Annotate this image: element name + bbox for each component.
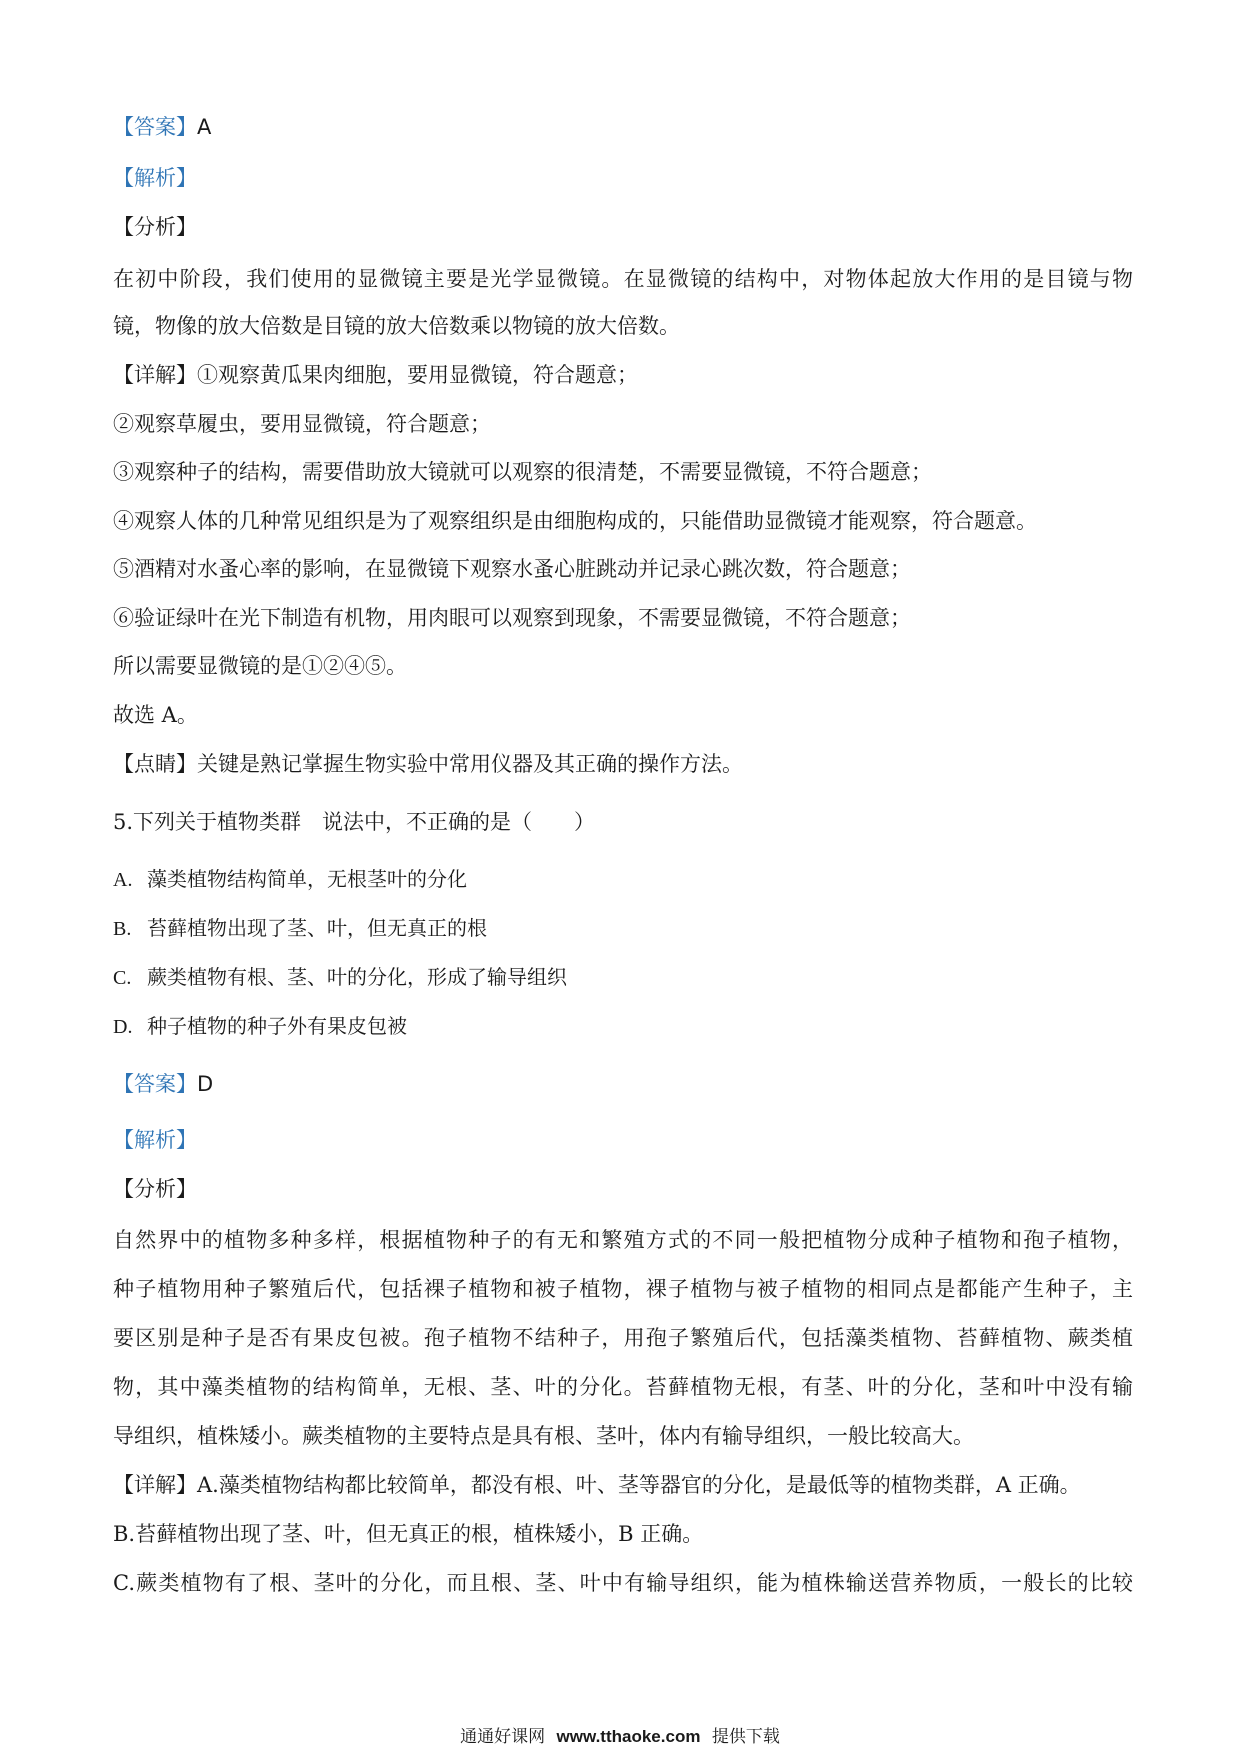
analysis-tag: 【解析】 xyxy=(113,1128,197,1152)
fenxi-tag: 【分析】 xyxy=(113,1177,197,1201)
option-letter: B. xyxy=(113,918,132,940)
option-letter: D. xyxy=(113,1016,133,1038)
option-letter: A. xyxy=(113,869,133,891)
q4-detail-line-7: 所以需要显微镜的是①②④⑤。 xyxy=(113,654,407,678)
q4-detail-line-1 xyxy=(113,360,1133,390)
footer-url[interactable]: www.tthaoke.com xyxy=(556,1727,701,1746)
q4-detail-line-2: ②观察草履虫，要用显微镜，符合题意； xyxy=(113,412,491,436)
q5-analysis-tag-line xyxy=(113,1125,1133,1155)
q4-answer-line xyxy=(113,112,1133,142)
detail-tag: 【详解】 xyxy=(113,1473,197,1497)
q5-option-c xyxy=(113,962,1133,993)
footer-suffix: 提供下载 xyxy=(711,1727,780,1747)
q4-comment-text: 关键是熟记掌握生物实验中常用仪器及其正确的操作方法。 xyxy=(197,752,743,776)
q5-analysis-line-4: 物，其中藻类植物的结构简单，无根、茎、叶的分化。苔藓植物无根，有茎、叶的分化，茎和叶中没有输 xyxy=(113,1375,1133,1399)
q4-detail-line-8: 故选 A。 xyxy=(113,703,198,727)
option-text: 种子植物的种子外有果皮包被 xyxy=(147,1014,407,1038)
q5-question: 5.下列关于植物类群 说法中，不正确的是（ ） xyxy=(113,810,596,834)
q4-detail-first: ①观察黄瓜果肉细胞，要用显微镜，符合题意； xyxy=(197,363,638,387)
fenxi-tag: 【分析】 xyxy=(113,215,197,239)
q5-analysis-line-3: 要区别是种子是否有果皮包被。孢子植物不结种子，用孢子繁殖后代，包括藻类植物、苔藓植物、蕨类植 xyxy=(113,1326,1133,1350)
q4-analysis-line-2: 镜，物像的放大倍数是目镜的放大倍数乘以物镜的放大倍数。 xyxy=(113,314,680,338)
footer-site-name: 通通好课网 xyxy=(460,1727,546,1747)
q5-option-a xyxy=(113,864,1133,895)
option-text: 苔藓植物出现了茎、叶，但无真正的根 xyxy=(147,916,487,940)
q5-detail-first: A.藻类植物结构都比较简单，都没有根、叶、茎等器官的分化，是最低等的植物类群，A 正确。 xyxy=(197,1473,1081,1497)
q5-answer-line xyxy=(113,1069,1133,1099)
option-letter: C. xyxy=(113,967,132,989)
comment-tag: 【点睛】 xyxy=(113,752,197,776)
answer-tag: 【答案】 xyxy=(113,1072,197,1096)
q4-analysis-tag-line xyxy=(113,163,1133,193)
q5-answer-value: D xyxy=(197,1072,214,1096)
analysis-tag: 【解析】 xyxy=(113,166,197,190)
q4-detail-line-5: ⑤酒精对水蚤心率的影响，在显微镜下观察水蚤心脏跳动并记录心跳次数，符合题意； xyxy=(113,557,911,581)
q4-answer-value: A xyxy=(197,115,212,139)
q5-detail-line-2: B.苔藓植物出现了茎、叶，但无真正的根，植株矮小，B 正确。 xyxy=(113,1522,704,1546)
q4-detail-line-3: ③观察种子的结构，需要借助放大镜就可以观察的很清楚，不需要显微镜，不符合题意； xyxy=(113,460,932,484)
q5-detail-line-1 xyxy=(113,1470,1133,1500)
q5-detail-line-3: C.蕨类植物有了根、茎叶的分化，而且根、茎、叶中有输导组织，能为植株输送营养物质，一般长的比较 xyxy=(113,1571,1133,1595)
q4-comment-line xyxy=(113,749,1133,779)
q4-analysis-line-1: 在初中阶段，我们使用的显微镜主要是光学显微镜。在显微镜的结构中，对物体起放大作用的是目镜与物 xyxy=(113,267,1133,291)
q5-analysis-line-1: 自然界中的植物多种多样，根据植物种子的有无和繁殖方式的不同一般把植物分成种子植物和孢子植物， xyxy=(113,1228,1133,1252)
q4-detail-line-6: ⑥验证绿叶在光下制造有机物，用肉眼可以观察到现象，不需要显微镜，不符合题意； xyxy=(113,606,911,630)
q5-analysis-line-2: 种子植物用种子繁殖后代，包括裸子植物和被子植物，裸子植物与被子植物的相同点是都能产生种子，主 xyxy=(113,1277,1133,1301)
option-text: 蕨类植物有根、茎、叶的分化，形成了输导组织 xyxy=(147,965,567,989)
q5-option-d xyxy=(113,1011,1133,1042)
q5-option-b xyxy=(113,913,1133,944)
q5-analysis-line-5: 导组织，植株矮小。蕨类植物的主要特点是具有根、茎叶，体内有输导组织，一般比较高大。 xyxy=(113,1424,974,1448)
q5-fenxi-tag-line xyxy=(113,1174,1133,1204)
detail-tag: 【详解】 xyxy=(113,363,197,387)
option-text: 藻类植物结构简单，无根茎叶的分化 xyxy=(147,867,467,891)
page-footer xyxy=(0,1722,1240,1747)
q4-fenxi-tag-line xyxy=(113,212,1133,242)
answer-tag: 【答案】 xyxy=(113,115,197,139)
q4-detail-line-4: ④观察人体的几种常见组织是为了观察组织是由细胞构成的，只能借助显微镜才能观察，符合题意。 xyxy=(113,509,1037,533)
